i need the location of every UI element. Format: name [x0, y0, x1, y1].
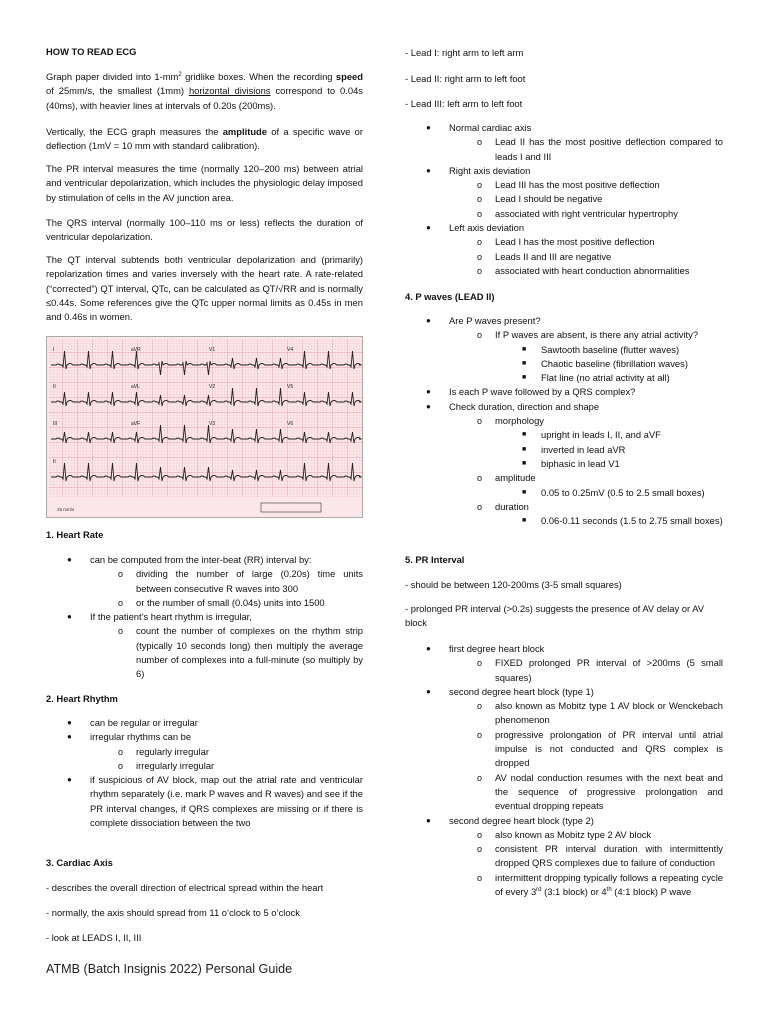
list-item: o morphology — [405, 414, 723, 428]
circle-bullet-icon: o — [118, 760, 124, 771]
list-item: o consistent PR interval duration with intermittently dropped QRS complexes due to failure of conduction — [477, 843, 723, 869]
circle-bullet-icon: o — [118, 569, 124, 580]
ecg-lead-label: III — [53, 421, 58, 427]
circle-bullet-icon: o — [477, 872, 483, 883]
bullet-icon: ● — [426, 387, 431, 397]
circle-bullet-icon: o — [477, 251, 483, 262]
circle-bullet-icon: o — [477, 208, 483, 219]
list-item: o or the number of small (0.04s) units into 1500 — [46, 596, 363, 610]
bullet-icon: ● — [426, 401, 431, 411]
bullet-icon: ● — [426, 316, 431, 325]
heart-rhythm-list — [46, 716, 363, 830]
list-item: ■ Flat line (no atrial activity at all) — [405, 371, 723, 385]
ecg-strip-image — [46, 336, 363, 518]
list-item: ■ inverted in lead aVR — [405, 443, 723, 457]
section-p-waves-title: 4. P waves (LEAD II) — [405, 291, 495, 302]
ecg-lead-label: V3 — [209, 421, 216, 427]
lead-i-definition: - Lead I: right arm to left arm — [405, 47, 524, 58]
cardiac-axis-line-3: - look at LEADS I, II, III — [46, 932, 142, 943]
circle-bullet-icon: o — [477, 701, 483, 712]
circle-bullet-icon: o — [477, 416, 483, 427]
heart-block-list — [405, 642, 723, 899]
circle-bullet-icon: o — [477, 180, 483, 191]
list-item: o intermittent dropping typically follows a repeating cycle of every 3rd (3:1 block) or 4th (4:1 block) P wave — [477, 871, 723, 898]
para-graph-paper: Graph paper divided into $1-mm^2$ gridlike boxes. When the recording speed of 25mm/s, the smallest (1mm) horizontal divisions correspond to 0.04s (40ms), with heavier lines at intervals of 0.20s (200ms). — [46, 71, 364, 111]
ecg-lead-label: aVF — [131, 421, 141, 427]
list-item: o If P waves are absent, is there any atrial activity? — [405, 328, 723, 342]
ecg-caption-left: 25 mm/s — [57, 507, 75, 512]
list-item: o FIXED prolonged PR interval of >200ms (5 small squares) — [477, 657, 723, 683]
bullet-icon: ● — [426, 686, 431, 696]
page-footer: ATMB (Batch Insignis 2022) Personal Guide — [46, 962, 293, 976]
ecg-lead-label: II — [53, 384, 56, 390]
list-item: ■ 0.05 to 0.25mV (0.5 to 2.5 small boxes) — [405, 486, 723, 500]
list-item: o also known as Mobitz type 1 AV block or Wenckebach phenomenon — [477, 700, 723, 726]
list-item: ● first degree heart block — [405, 642, 723, 656]
square-bullet-icon: ■ — [522, 488, 527, 496]
ecg-lead-label: V1 — [209, 347, 216, 353]
circle-bullet-icon: o — [477, 237, 483, 248]
ecg-lead-label: I — [53, 347, 55, 353]
circle-bullet-icon: o — [118, 597, 124, 608]
bullet-icon: ● — [67, 612, 72, 622]
list-item: ■ Chaotic baseline (fibrillation waves) — [405, 357, 723, 371]
list-item: ● Is each P wave followed by a QRS complex? — [405, 385, 723, 399]
circle-bullet-icon: o — [477, 194, 483, 205]
square-bullet-icon: ■ — [522, 345, 527, 353]
p-waves-list — [405, 314, 723, 528]
list-item: o dividing the number of large (0.20s) time units between consecutive R waves into 300 — [118, 568, 363, 594]
para-amplitude: Vertically, the ECG graph measures the amplitude of a specific wave or deflection (1mV = 10 mm with standard calibration). — [46, 126, 363, 152]
list-item: o associated with heart conduction abnormalities — [405, 264, 723, 278]
ecg-lead-label: V2 — [209, 384, 216, 390]
para-pr-interval: The PR interval measures the time (normally 120–200 ms) between atrial and ventricular depolarization, which includes the physiologic delay imposed by stimulation of cells in the AV junction area. — [46, 163, 363, 203]
list-item: ● can be regular or irregular — [46, 716, 363, 730]
list-item: ● Are P waves present? — [405, 314, 723, 328]
axis-list — [405, 121, 723, 278]
square-bullet-icon: ■ — [522, 431, 527, 439]
section-heart-rate-title: 1. Heart Rate — [46, 529, 104, 540]
ecg-lead-label: II — [53, 459, 56, 465]
section-pr-interval-title: 5. PR Interval — [405, 554, 465, 565]
para-qt-interval: The QT interval subtends both ventricular depolarization and (primarily) repolarization times and varies inversely with the heart rate. A rate-related (“corrected”) QT interval, QTc, can be calculated as QT/√RR and is normally ≤0.44s. Some references give the QTc upper normal limits as 0.45s in men and 0.46s in women. — [46, 254, 363, 323]
list-item: ■ 0.06-0.11 seconds (1.5 to 2.75 small boxes) — [405, 514, 723, 528]
list-item: ● second degree heart block (type 2) — [405, 814, 723, 828]
pr-interval-line-2: - prolonged PR interval (>0.2s) suggests the presence of AV delay or AV block — [405, 603, 705, 629]
circle-bullet-icon: o — [477, 330, 483, 341]
circle-bullet-icon: o — [477, 729, 483, 740]
ecg-lead-label: V5 — [287, 384, 294, 390]
bullet-icon: ● — [426, 165, 431, 175]
list-item: o progressive prolongation of PR interval until atrial impulse is not conducted and QRS complex is dropped — [477, 728, 723, 769]
ecg-lead-label: aVR — [131, 347, 141, 353]
square-bullet-icon: ■ — [522, 359, 527, 367]
list-item: o Leads II and III are negative — [405, 250, 723, 264]
list-item: ● Normal cardiac axis — [405, 121, 723, 135]
circle-bullet-icon: o — [477, 265, 483, 276]
list-item: ● Left axis deviation — [405, 221, 723, 235]
list-item: ■ biphasic in lead V1 — [405, 457, 723, 471]
circle-bullet-icon: o — [477, 829, 483, 840]
pr-interval-line-1: - should be between 120-200ms (3-5 small squares) — [405, 579, 622, 590]
bullet-icon: ● — [67, 775, 72, 785]
ecg-lead-label: V4 — [287, 347, 294, 353]
circle-bullet-icon: o — [477, 137, 483, 148]
bullet-icon: ● — [426, 815, 431, 825]
list-item: o Lead I should be negative — [405, 192, 723, 206]
list-item: o amplitude — [405, 471, 723, 485]
list-item: ● can be computed from the inter-beat (RR) interval by: — [46, 553, 363, 567]
bullet-icon: ● — [426, 644, 431, 653]
list-item: ● If the patient’s heart rhythm is irregular, — [46, 610, 363, 624]
list-item: ■ upright in leads I, II, and aVF — [405, 428, 723, 442]
ecg-lead-label: aVL — [131, 384, 140, 390]
bullet-icon: ● — [67, 718, 72, 727]
circle-bullet-icon: o — [118, 746, 124, 757]
list-item: o regularly irregular — [46, 745, 363, 759]
circle-bullet-icon: o — [477, 501, 483, 512]
cardiac-axis-line-2: - normally, the axis should spread from 11 o’clock to 5 o’clock — [46, 907, 300, 918]
square-bullet-icon: ■ — [522, 445, 527, 453]
list-item: ● second degree heart block (type 1) — [405, 685, 723, 699]
square-bullet-icon: ■ — [522, 459, 527, 467]
bullet-icon: ● — [67, 555, 72, 564]
doc-title: HOW TO READ ECG — [46, 46, 137, 57]
circle-bullet-icon: o — [477, 658, 483, 669]
section-cardiac-axis-title: 3. Cardiac Axis — [46, 857, 113, 868]
circle-bullet-icon: o — [118, 626, 124, 637]
square-bullet-icon: ■ — [522, 374, 527, 382]
bullet-icon: ● — [67, 732, 72, 742]
heart-rate-list — [46, 553, 363, 682]
bullet-icon: ● — [426, 223, 431, 233]
list-item: o Lead I has the most positive deflection — [405, 235, 723, 249]
list-item: ● if suspicious of AV block, map out the atrial rate and ventricular rhythm separately (i.e. mark P waves and R waves) and see if the PR interval changes, if QRS complexes are missing or if there is complete dissociation between the two — [67, 774, 363, 829]
list-item: o irregularly irregular — [46, 759, 363, 773]
list-item: o duration — [405, 500, 723, 514]
list-item: ■ Sawtooth baseline (flutter waves) — [405, 343, 723, 357]
list-item: ● Check duration, direction and shape — [405, 400, 723, 414]
circle-bullet-icon: o — [477, 473, 483, 484]
section-heart-rhythm-title: 2. Heart Rhythm — [46, 693, 118, 704]
circle-bullet-icon: o — [477, 772, 483, 783]
lead-ii-definition: - Lead II: right arm to left foot — [405, 73, 526, 84]
list-item: o associated with right ventricular hypertrophy — [405, 207, 723, 221]
list-item: o Lead II has the most positive deflection compared to leads I and III — [477, 136, 723, 162]
list-item: ● irregular rhythms can be — [46, 730, 363, 744]
list-item: o AV nodal conduction resumes with the next beat and the sequence of progressive prolongation and eventual dropping repeats — [477, 771, 723, 812]
bullet-icon: ● — [426, 123, 431, 132]
square-bullet-icon: ■ — [522, 517, 527, 525]
list-item: o Lead III has the most positive deflection — [405, 178, 723, 192]
list-item: ● Right axis deviation — [405, 164, 723, 178]
circle-bullet-icon: o — [477, 844, 483, 855]
list-item: o also known as Mobitz type 2 AV block — [405, 828, 723, 842]
lead-iii-definition: - Lead III: left arm to left foot — [405, 98, 523, 109]
list-item: o count the number of complexes on the rhythm strip (typically 10 seconds long) then multiply the average number of complexes into a full-minute (so multiply by 6) — [118, 625, 363, 680]
para-qrs-interval: The QRS interval (normally 100–110 ms or less) reflects the duration of ventricular depolarization. — [46, 217, 363, 243]
cardiac-axis-line-1: - describes the overall direction of electrical spread within the heart — [46, 882, 324, 893]
ecg-lead-label: V6 — [287, 421, 294, 427]
